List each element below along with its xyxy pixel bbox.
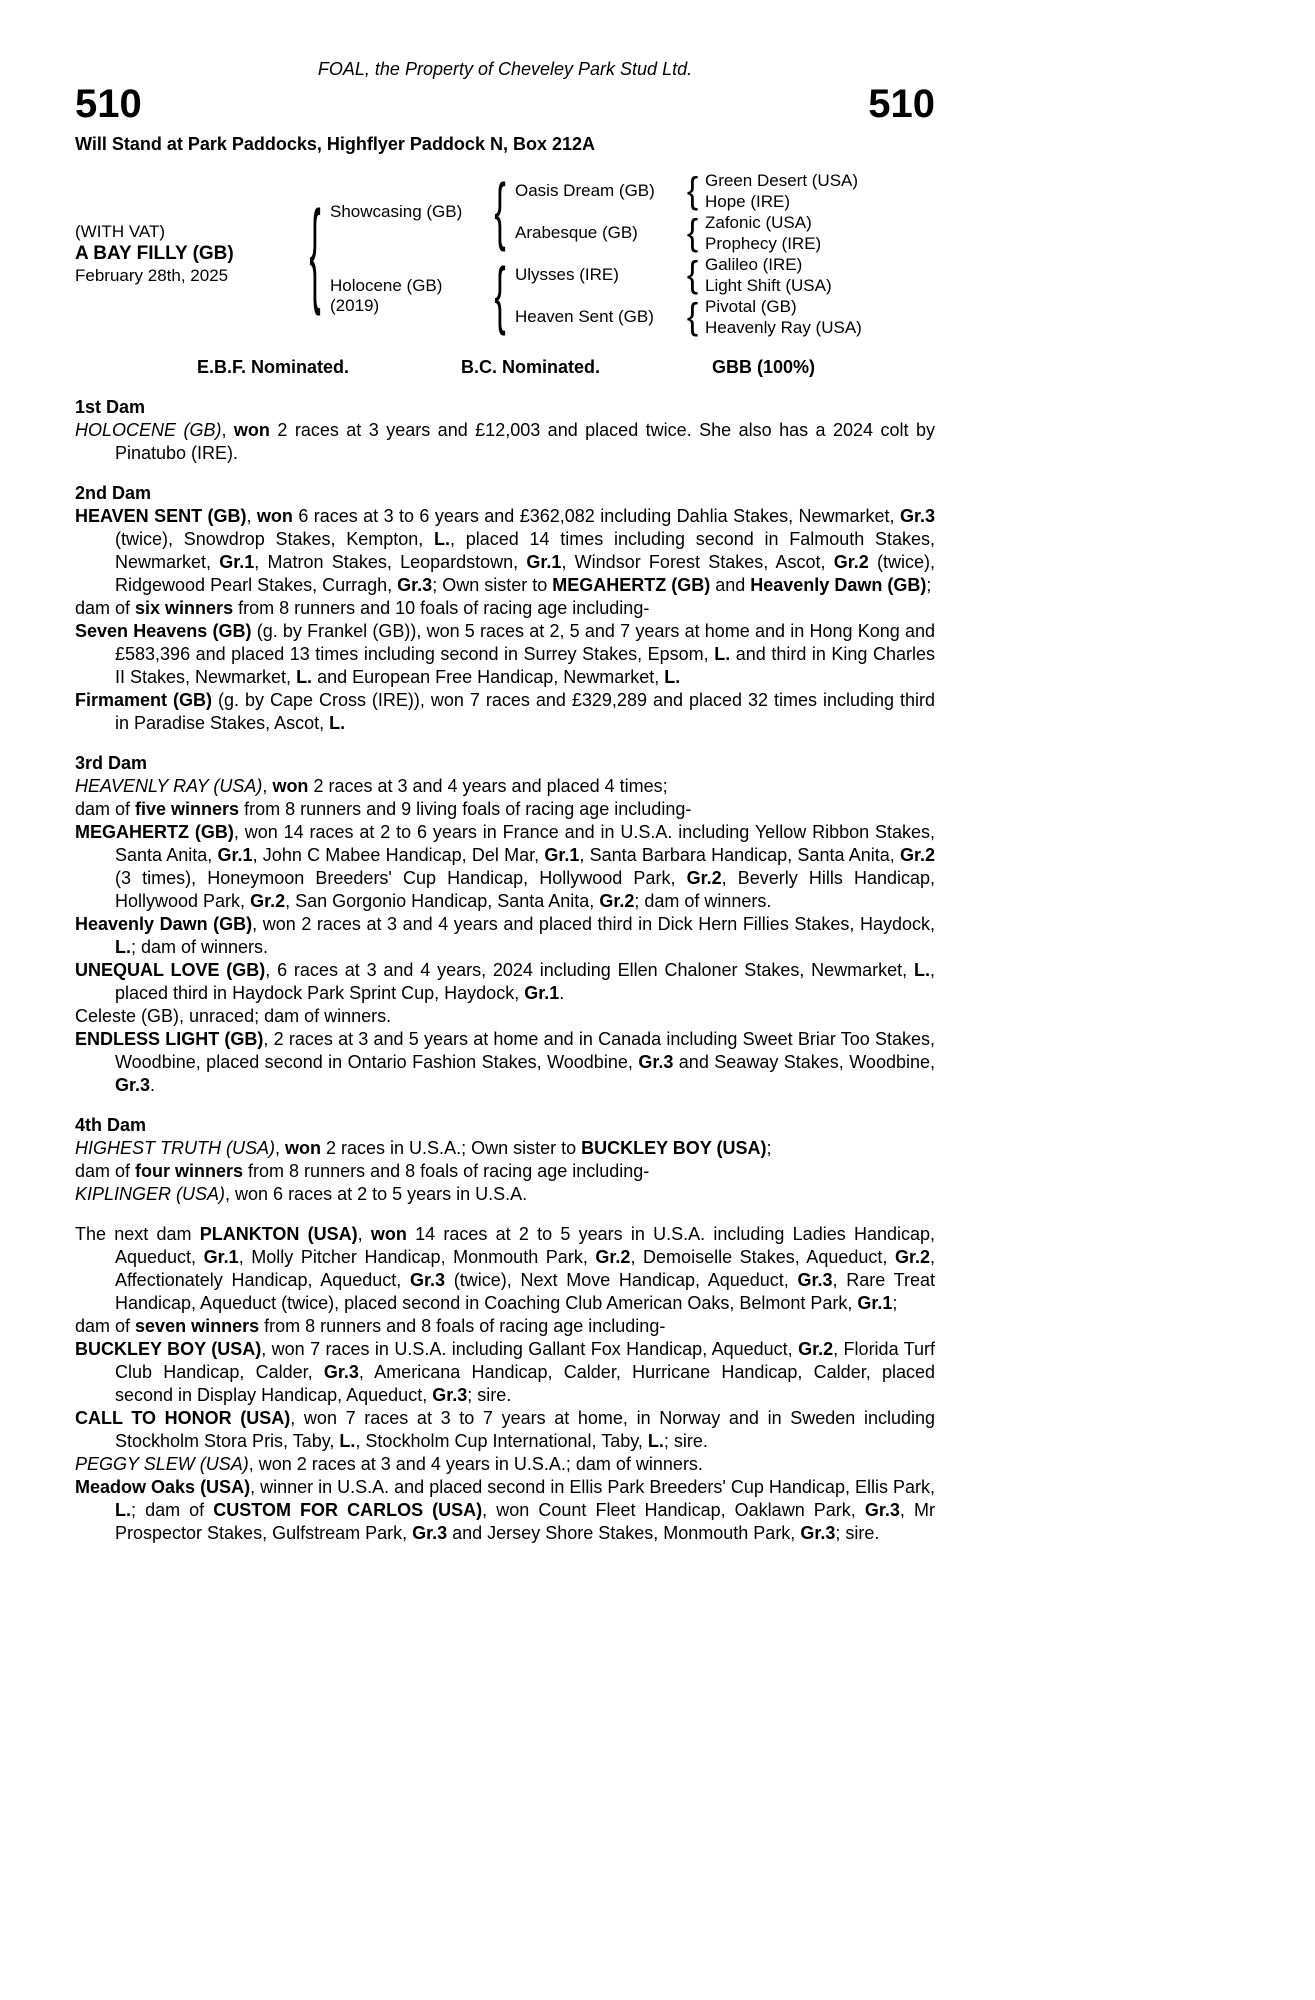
text-run: MEGAHERTZ (GB) [75, 822, 234, 842]
text-run: dam of [75, 1161, 136, 1181]
text-run: , placed third in Haydock Park Sprint Cup, Haydock, [115, 960, 935, 1003]
text-run: MEGAHERTZ (GB) [552, 575, 711, 595]
text-run: , [357, 1224, 371, 1244]
text-run: (twice), Ridgewood Pearl Stakes, Curragh, [115, 552, 936, 595]
text-run: BUCKLEY BOY (USA) [581, 1138, 767, 1158]
text-run: ; dam of winners. [634, 891, 772, 911]
text-run: , John C Mabee Handicap, Del Mar, [252, 845, 545, 865]
text-run: L. [296, 667, 313, 687]
pedigree-paragraph [75, 1338, 935, 1407]
text-run: Gr.1 [203, 1247, 239, 1267]
text-run: ; dam of [131, 1500, 214, 1520]
text-run: Gr.2 [899, 845, 935, 865]
text-run: and Jersey Shore Stakes, Monmouth Park, [447, 1523, 801, 1543]
text-run: , Santa Barbara Handicap, Santa Anita, [579, 845, 900, 865]
pedigree-paragraph [75, 1476, 935, 1545]
text-run: Gr.2 [595, 1247, 631, 1267]
text-run: Gr.3 [412, 1523, 448, 1543]
text-run: , Florida Turf Club Handicap, Calder, [115, 1339, 936, 1382]
lot-number-row [75, 83, 935, 125]
pedigree-brace-dam [485, 254, 515, 338]
text-run: . [150, 1075, 156, 1095]
stand-location-line: Will Stand at Park Paddocks, Highflyer Paddock N, Box 212A [75, 134, 595, 154]
text-run: five winners [135, 799, 240, 819]
pedigree-brace-gp1 [680, 212, 705, 254]
pedigree-brace-main [300, 170, 330, 338]
text-run: , Americana Handicap, Calder, Hurricane Handicap, Calder, placed second in Display Handicap, Aqueduct, [115, 1362, 936, 1405]
section-heading: 4th Dam [75, 1115, 147, 1135]
pedigree-paragraph [75, 689, 935, 735]
text-run: The next dam [75, 1224, 200, 1244]
text-run: won [256, 506, 293, 526]
text-run: and third in King Charles II Stakes, Newmarket, [115, 644, 935, 687]
text-run: ; [766, 1138, 772, 1158]
text-run: won [233, 420, 270, 440]
gbb-label: GBB (100%) [711, 357, 815, 377]
pedigree-paragraph [75, 620, 935, 689]
text-run: Gr.2 [686, 868, 722, 888]
pedigree-paragraph [75, 505, 935, 597]
text-run: , Mr Prospector Stakes, Gulfstream Park, [115, 1500, 935, 1543]
text-run: 2 races in U.S.A.; Own sister to [321, 1138, 582, 1158]
great-grandparent-name: Light Shift (USA) [705, 275, 832, 295]
brace-glyph [687, 214, 698, 251]
text-run: Gr.3 [800, 1523, 836, 1543]
pedigree-paragraph [75, 775, 935, 798]
foal-birthdate: February 28th, 2025 [75, 266, 229, 285]
text-run: six winners [135, 598, 234, 618]
text-run: , Beverly Hills Handicap, Hollywood Park, [115, 868, 935, 911]
text-run: , Demoiselle Stakes, Aqueduct, [630, 1247, 895, 1267]
text-run: from 8 runners and 10 foals of racing age including- [233, 598, 650, 618]
pedigree-paragraph [75, 821, 935, 913]
text-run: Gr.2 [599, 891, 635, 911]
pedigree-paragraph [75, 1160, 935, 1183]
text-run: , [246, 506, 257, 526]
text-run: L. [339, 1431, 356, 1451]
text-run: , Stockholm Cup International, Taby, [355, 1431, 648, 1451]
ebf-nominated-label: E.B.F. Nominated. [197, 357, 350, 377]
text-run: PLANKTON (USA) [199, 1224, 358, 1244]
pedigree-section [75, 752, 935, 1097]
text-run: Gr.3 [638, 1052, 674, 1072]
text-run: Celeste (GB), unraced; dam of winners. [75, 1006, 392, 1026]
great-grandparent-name: Pivotal (GB) [705, 296, 797, 316]
page-title: FOAL, the Property of Cheveley Park Stud Ltd. [317, 59, 693, 79]
text-run: , [262, 776, 273, 796]
text-run: Gr.1 [217, 845, 253, 865]
pedigree-paragraph [75, 1028, 935, 1097]
text-run: , won Count Fleet Handicap, Oaklawn Park, [482, 1500, 865, 1520]
brace-glyph [687, 172, 698, 209]
text-run: , won 2 races at 3 and 4 years in U.S.A.; dam of winners. [248, 1454, 703, 1474]
dam-year: (2019) [330, 296, 380, 315]
text-run: , won 2 races at 3 and 4 years and placed third in Dick Hern Fillies Stakes, Haydock, [252, 914, 935, 934]
text-run: won [370, 1224, 407, 1244]
text-run: dam of [75, 1316, 136, 1336]
text-run: , 2 races at 3 and 5 years at home and in Canada including Sweet Briar Too Stakes, Woodbine, placed second in Ontario Fashion Stakes, Woodbine, [115, 1029, 935, 1072]
text-run: seven winners [135, 1316, 260, 1336]
text-run: BUCKLEY BOY (USA) [75, 1339, 262, 1359]
text-run: Meadow Oaks (USA) [75, 1477, 251, 1497]
pedigree-paragraph [75, 798, 935, 821]
text-run: Gr.3 [864, 1500, 900, 1520]
pedigree-section [75, 1114, 935, 1206]
text-run: L. [913, 960, 930, 980]
text-run: from 8 runners and 8 foals of racing age including- [243, 1161, 650, 1181]
text-run: , won 14 races at 2 to 6 years in France and in U.S.A. including Yellow Ribbon Stakes, Santa Anita, [115, 822, 936, 865]
pedigree-paragraph [75, 1183, 935, 1206]
text-run: , won 7 races at 3 to 7 years at home, in Norway and in Sweden including Stockholm Stora Pris, Taby, [115, 1408, 936, 1451]
text-run: , Matron Stakes, Leopardstown, [254, 552, 527, 572]
text-run: (3 times), Honeymoon Breeders' Cup Handicap, Hollywood Park, [115, 868, 687, 888]
pedigree-brace-sire [485, 170, 515, 254]
text-run: L. [664, 667, 681, 687]
pedigree-brace-gp2 [680, 254, 705, 296]
pedigree-table [75, 170, 935, 338]
text-run: ; sire. [467, 1385, 512, 1405]
text-run: HIGHEST TRUTH (USA) [75, 1138, 275, 1158]
pedigree-brace-gp3 [680, 296, 705, 338]
text-run: won [285, 1138, 322, 1158]
text-run: , won 6 races at 2 to 5 years in U.S.A. [225, 1184, 528, 1204]
text-run: CUSTOM FOR CARLOS (USA) [213, 1500, 483, 1520]
text-run: UNEQUAL LOVE (GB) [75, 960, 266, 980]
text-run: Gr.2 [894, 1247, 931, 1267]
text-run: Gr.3 [397, 575, 433, 595]
text-run: Gr.3 [899, 506, 935, 526]
brace-glyph [494, 259, 505, 334]
text-run: Gr.2 [250, 891, 286, 911]
text-run: dam of [75, 799, 136, 819]
foal-info [75, 170, 300, 338]
bc-nominated-label: B.C. Nominated. [460, 357, 600, 377]
text-run: HEAVENLY RAY (USA) [75, 776, 263, 796]
text-run: ; Own sister to [432, 575, 553, 595]
text-run: , 6 races at 3 and 4 years, 2024 including Ellen Chaloner Stakes, Newmarket, [265, 960, 914, 980]
text-run: and European Free Handicap, Newmarket, [312, 667, 665, 687]
great-grandparent-name: Green Desert (USA) [705, 170, 859, 190]
text-run: four winners [135, 1161, 244, 1181]
text-run: Gr.3 [410, 1270, 446, 1290]
great-grandparent-name: Galileo (IRE) [705, 254, 803, 274]
text-run: (twice), Next Move Handicap, Aqueduct, [445, 1270, 798, 1290]
page-content [75, 58, 935, 1545]
text-run: (g. by Cape Cross (IRE)), won 7 races and £329,289 and placed 32 times including third in Paradise Stakes, Ascot, [115, 690, 935, 733]
great-grandparent-name: Zafonic (USA) [705, 212, 812, 232]
text-run: Gr.1 [219, 552, 255, 572]
pedigree-paragraph [75, 913, 935, 959]
brace-glyph [309, 196, 320, 312]
text-run: 2 races at 3 years and £12,003 and placed twice. She also has a 2024 colt by Pinatubo (IRE). [115, 420, 935, 463]
text-run: , Molly Pitcher Handicap, Monmouth Park, [238, 1247, 596, 1267]
text-run: CALL TO HONOR (USA) [75, 1408, 291, 1428]
text-run: won [272, 776, 309, 796]
vat-note: (WITH VAT) [75, 222, 166, 241]
text-run: ; sire. [835, 1523, 880, 1543]
section-heading: 2nd Dam [75, 483, 152, 503]
text-run: L. [115, 937, 131, 957]
sire-dam-name: Arabesque (GB) [515, 223, 638, 242]
text-run: , won 7 races in U.S.A. including Gallant Fox Handicap, Aqueduct, [261, 1339, 799, 1359]
brace-glyph [687, 298, 698, 335]
pedigree-brace-gp0 [680, 170, 705, 212]
text-run: , winner in U.S.A. and placed second in Ellis Park Breeders' Cup Handicap, Ellis Park, [250, 1477, 935, 1497]
text-run: , San Gorgonio Handicap, Santa Anita, [285, 891, 600, 911]
text-run: Heavenly Dawn (GB) [75, 914, 253, 934]
text-run: , placed 14 times including second in Falmouth Stakes, Newmarket, [115, 529, 935, 572]
text-run: Gr.2 [833, 552, 869, 572]
text-run: , [275, 1138, 286, 1158]
text-run: ; dam of winners. [131, 937, 269, 957]
text-run: Gr.1 [857, 1293, 893, 1313]
nominations-row [75, 356, 935, 379]
dam-dam-name: Heaven Sent (GB) [515, 307, 654, 326]
brace-glyph [494, 175, 505, 250]
text-run: and [710, 575, 751, 595]
section-heading: 1st Dam [75, 397, 146, 417]
text-run: 2 races at 3 and 4 years and placed 4 times; [308, 776, 668, 796]
pedigree-section [75, 1223, 935, 1545]
text-run: L. [434, 529, 450, 549]
foal-name: A BAY FILLY (GB) [75, 243, 234, 264]
pedigree-section [75, 396, 935, 465]
pedigree-paragraph [75, 1137, 935, 1160]
text-run: , Windsor Forest Stakes, Ascot, [561, 552, 834, 572]
lot-number-right: 510 [868, 82, 935, 126]
text-run: dam of [75, 598, 136, 618]
pedigree-section [75, 482, 935, 735]
text-run: Gr.2 [798, 1339, 834, 1359]
pedigree-sections [75, 396, 935, 1545]
great-grandparent-name: Heavenly Ray (USA) [705, 317, 862, 337]
text-run: Gr.1 [526, 552, 562, 572]
sire-sire-name: Oasis Dream (GB) [515, 181, 655, 200]
text-run: , Rare Treat Handicap, Aqueduct (twice), placed second in Coaching Club American Oaks, Belmont Park, [115, 1270, 935, 1313]
text-run: from 8 runners and 9 living foals of racing age including- [239, 799, 692, 819]
dam-info [330, 254, 485, 338]
pedigree-paragraph [75, 1315, 935, 1338]
text-run: PEGGY SLEW (USA) [75, 1454, 249, 1474]
text-run: , [221, 420, 234, 440]
text-run: Gr.3 [323, 1362, 359, 1382]
text-run: L. [647, 1431, 664, 1451]
text-run: Heavenly Dawn (GB) [750, 575, 927, 595]
text-run: 6 races at 3 to 6 years and £362,082 including Dahlia Stakes, Newmarket, [292, 506, 900, 526]
text-run: Firmament (GB) [75, 690, 212, 710]
text-run: L. [115, 1500, 131, 1520]
dam-name: Holocene (GB) [330, 276, 443, 295]
text-run: HOLOCENE (GB) [75, 420, 222, 440]
text-run: ; [926, 575, 932, 595]
text-run: Gr.3 [797, 1270, 833, 1290]
sire-name: Showcasing (GB) [330, 202, 463, 221]
text-run: Gr.3 [432, 1385, 468, 1405]
text-run: (g. by Frankel (GB)), won 5 races at 2, 5 and 7 years at home and in Hong Kong and £583,396 and placed 13 times including second in Surrey Stakes, Epsom, [115, 621, 936, 664]
pedigree-paragraph [75, 1407, 935, 1453]
pedigree-paragraph [75, 1453, 935, 1476]
great-grandparent-name: Prophecy (IRE) [705, 233, 822, 253]
pedigree-paragraph [75, 419, 935, 465]
great-grandparent-name: Hope (IRE) [705, 191, 791, 211]
pedigree-paragraph [75, 959, 935, 1005]
text-run: ENDLESS LIGHT (GB) [75, 1029, 264, 1049]
text-run: HEAVEN SENT (GB) [75, 506, 247, 526]
text-run: Seven Heavens (GB) [75, 621, 252, 641]
text-run: L. [714, 644, 731, 664]
pedigree-paragraph [75, 1223, 935, 1315]
text-run: L. [329, 713, 346, 733]
text-run: . [559, 983, 565, 1003]
text-run: , Affectionately Handicap, Aqueduct, [115, 1247, 936, 1290]
text-run: Gr.3 [115, 1075, 151, 1095]
text-run: ; sire. [663, 1431, 708, 1451]
brace-glyph [687, 256, 698, 293]
text-run: KIPLINGER (USA) [75, 1184, 226, 1204]
dam-sire-name: Ulysses (IRE) [515, 265, 619, 284]
text-run: (twice), Snowdrop Stakes, Kempton, [115, 529, 434, 549]
text-run: Gr.1 [524, 983, 560, 1003]
text-run: from 8 runners and 8 foals of racing age including- [259, 1316, 666, 1336]
pedigree-paragraph [75, 597, 935, 620]
section-heading: 3rd Dam [75, 753, 148, 773]
pedigree-paragraph [75, 1005, 935, 1028]
text-run: ; [892, 1293, 898, 1313]
lot-number-left: 510 [75, 82, 142, 126]
text-run: Gr.1 [544, 845, 580, 865]
text-run: 14 races at 2 to 5 years in U.S.A. including Ladies Handicap, Aqueduct, [115, 1224, 936, 1267]
text-run: and Seaway Stakes, Woodbine, [673, 1052, 935, 1072]
